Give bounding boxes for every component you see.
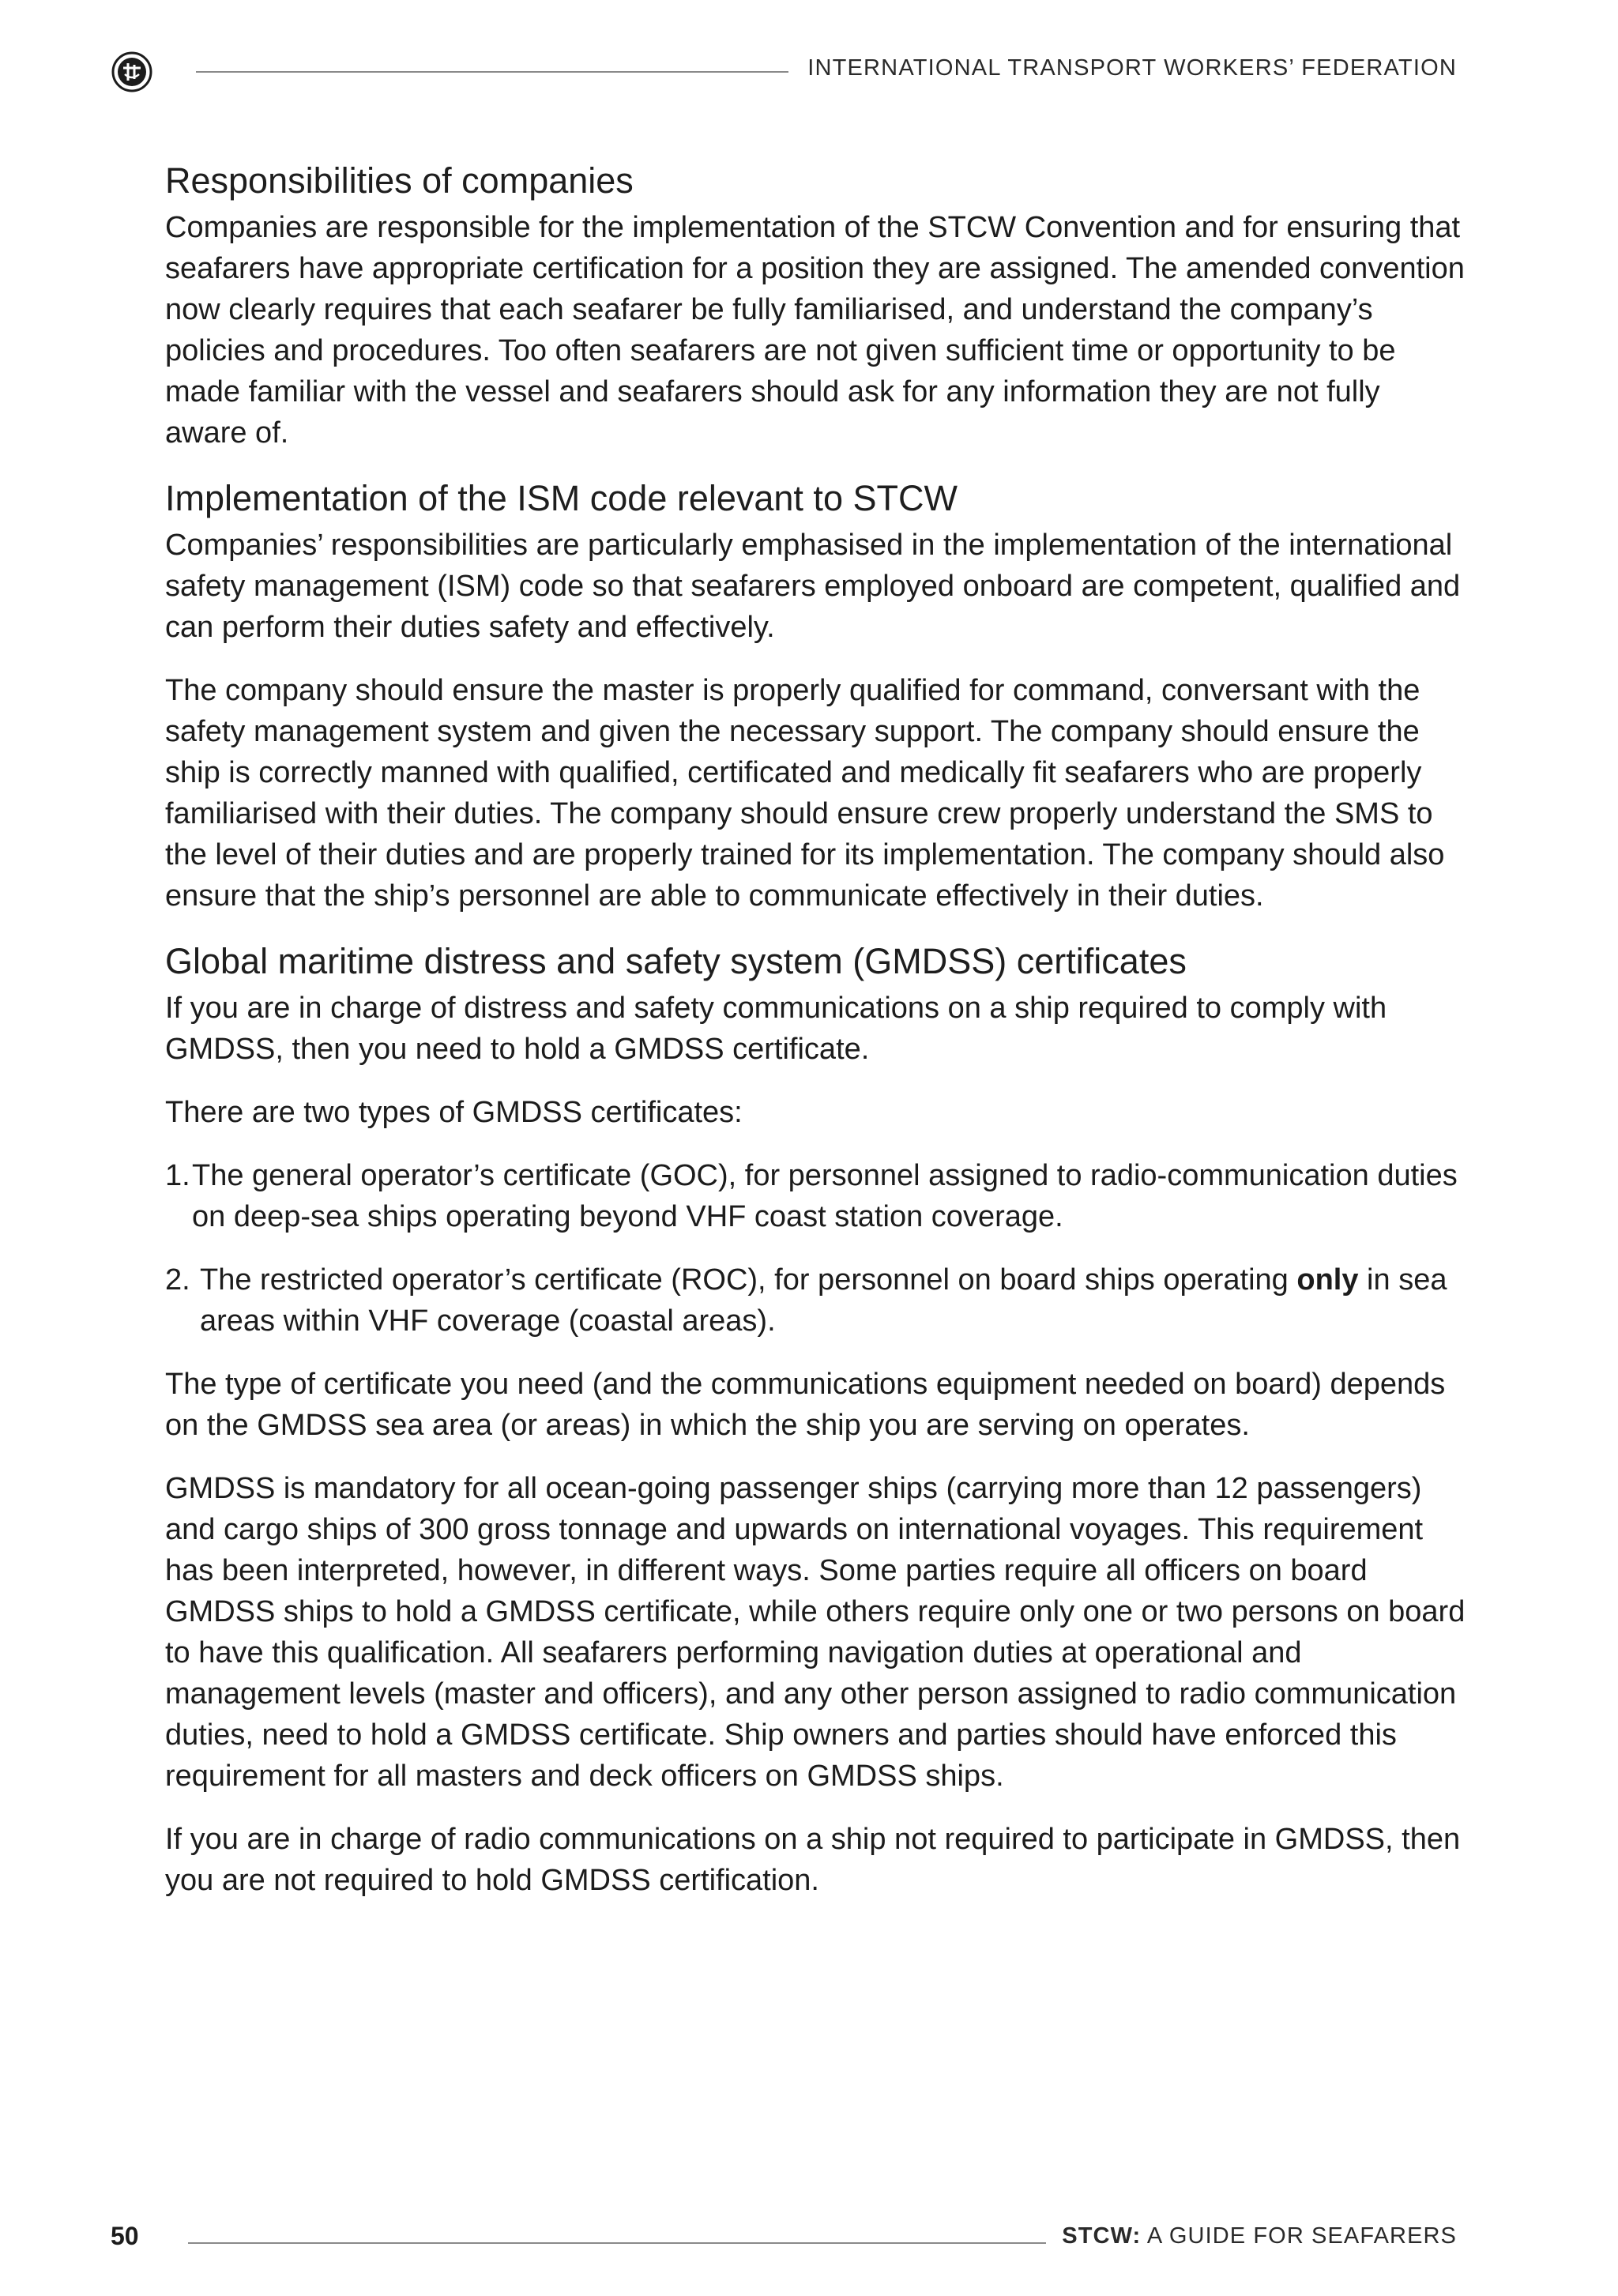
section-ism bbox=[165, 476, 1469, 917]
list-number: 2. bbox=[165, 1263, 190, 1297]
paragraph: The type of certificate you need (and the communications equipment needed on board) depends on the GMDSS sea area (or areas) in which the ship you are serving on operates. bbox=[165, 1368, 1446, 1442]
page-number: 50 bbox=[111, 2222, 139, 2250]
section-gmdss bbox=[165, 939, 1469, 1901]
paragraph: Companies’ responsibilities are particularly emphasised in the implementation of the international safety management (ISM) code so that seafarers employed onboard are competent, qualified and can perform their duties safety and effectively. bbox=[165, 529, 1461, 644]
itf-logo-icon bbox=[111, 51, 153, 93]
paragraph: If you are in charge of distress and safety communications on a ship required to comply with GMDSS, then you need to hold a GMDSS certificate. bbox=[165, 992, 1387, 1066]
list-text-part: in sea areas within VHF coverage (coastal areas). bbox=[200, 1263, 1447, 1338]
paragraph: GMDSS is mandatory for all ocean-going passenger ships (carrying more than 12 passengers) and cargo ships of 300 gross tonnage and upwards on international voyages. This requirement has been interpreted, however, in different ways. Some parties require all officers on board GMDSS ships to hold a GMDSS certificate, while others require only one or two persons on board to have this qualification. All seafarers performing navigation duties at operational and management levels (master and officers), and any other person assigned to radio communication duties, need to hold a GMDSS certificate. Ship owners and parties should have enforced this requirement for all masters and deck officers on GMDSS ships. bbox=[165, 1472, 1466, 1793]
footer-doc-title-rest: A GUIDE FOR SEAFARERS bbox=[1141, 2223, 1457, 2249]
paragraph: Companies are responsible for the implementation of the STCW Convention and for ensuring that seafarers have appropriate certification for a position they are assigned. The amended convention now clearly requires that each seafarer be fully familiarised, and understand the company’s policies and procedures. Too often seafarers are not given sufficient time or opportunity to be made familiar with the vessel and seafarers should ask for any information they are not fully aware of. bbox=[165, 211, 1465, 450]
list-text bbox=[165, 1259, 1469, 1342]
paragraph: The company should ensure the master is properly qualified for command, conversant with the safety management system and given the necessary support. The company should ensure the ship is correctly manned with qualified, certificated and medically fit seafarers who are properly familiarised with their duties. The company should ensure crew properly understand the SMS to the level of their duties and are properly trained for its implementation. The company should also ensure that the ship’s personnel are able to communicate effectively in their duties. bbox=[165, 674, 1445, 913]
footer-doc-title-bold: STCW: bbox=[1062, 2223, 1142, 2249]
section-heading: Responsibilities of companies bbox=[165, 160, 634, 201]
list-text-part: The restricted operator’s certificate (ROC), for personnel on board ships operating bbox=[200, 1263, 1297, 1297]
header-rule bbox=[196, 71, 788, 73]
section-heading: Implementation of the ISM code relevant to STCW bbox=[165, 478, 958, 518]
header-organization: INTERNATIONAL TRANSPORT WORKERS’ FEDERATION bbox=[807, 55, 1457, 81]
list-text: The general operator’s certificate (GOC), for personnel assigned to radio-communication duties on deep-sea ships operating beyond VHF coast station coverage. bbox=[192, 1159, 1458, 1233]
footer-doc-title bbox=[1062, 2223, 1457, 2249]
list-item bbox=[165, 1155, 1469, 1237]
section-responsibilities bbox=[165, 158, 1469, 454]
footer-rule bbox=[188, 2242, 1046, 2244]
page-content bbox=[165, 158, 1469, 1923]
list-text-bold: only bbox=[1296, 1263, 1359, 1297]
paragraph: If you are in charge of radio communications on a ship not required to participate in GMDSS, then you are not required to hold GMDSS certification. bbox=[165, 1823, 1461, 1897]
section-heading: Global maritime distress and safety system (GMDSS) certificates bbox=[165, 941, 1187, 981]
paragraph: There are two types of GMDSS certificates: bbox=[165, 1096, 743, 1129]
list-item bbox=[165, 1259, 1469, 1342]
list-number: 1. bbox=[165, 1159, 190, 1192]
